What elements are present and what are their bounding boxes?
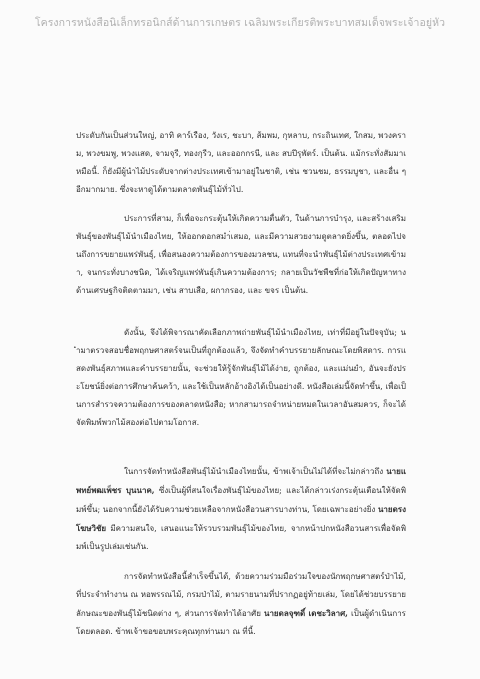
paragraph-4-part-3: มีความสนใจ, เสนอแนะให้รวบรวมพันธุ์ไม้ของไทย, จากหน้าปกหนังสือวนสารเพื่อจัดพิมพ์เป็นรูปเล่มเช่นกัน. bbox=[76, 524, 406, 551]
paragraph-4-part-2: ซึ่งเป็นผู้ที่สนใจเรื่องพันธุ์ไม้ของไทย; และได้กล่าวเร่งกระตุ้นเตือนให้จัดพิมพ์ขึ้น; นอกจากนี้ยังได้รับความช่วยเหลือจากหนังสือวนสารบางท่าน, โดยเฉพาะอย่างยิ่ง bbox=[76, 486, 406, 514]
paragraph-2-text: ประการที่สาม, ก็เพื่อจะกระตุ้นให้เกิดความตื่นตัว, ในด้านการบำรุง, และสร้างเสริมพันธุ์ของพันธุ์ไม้นำเมืองไทย, ให้ออกดอกสมำ่เสมอ, และมีความสวยงามดูตลาดยิ่งขึ้น, ตลอดไปจนถึงการขยายแพร่พันธุ์, เพื่อสนองความต้องการของมวลชน, แทนที่จะนำพันธุ์ไม้ต่างประเทศเข้ามา, จนกระทั่งบางชนิด, ได้เจริญแพร่พันธุ์เกินความต้องการ; กลายเป็นวัชพืชที่ก่อให้เกิดปัญหาทางด้านเศรษฐกิจติดตามมา, เช่น สาบเสือ, ผกากรอง, และ ขจร เป็นต้น. bbox=[76, 214, 406, 295]
paragraph-4 bbox=[76, 462, 406, 556]
paragraph-2 bbox=[76, 210, 406, 300]
paragraph-3 bbox=[76, 324, 406, 432]
paragraph-1-text: ประดับกันเป็นส่วนใหญ่, อาทิ คาร์เรือง, วังเร, ชะบา, ส้มพม, กุหลาบ, กระถินเทศ, ใกสม, พวงคราม, พวงขมพู, พวงแสด, จามจุรี, ทองกุรีว, และออกกรนี, และ สบปีรุพัตร์. เป็นต้น. แม้กระทั่งสัมมาเหมือนี้. ก็ยังมีผู้นำไม้ประดับจากต่างประเทศเข้ามาอยู่ในชาติ, เช่น ชวนชม, ธรรมบูชา, และอื่น ๆ อีกมากมาย. ซึ่งจะหาดูได้ตามตลาดพันธุ์ไม้ทั่วไป. bbox=[76, 131, 406, 194]
paragraph-4-name-1: นายแพทย์พฒเพ็ชร บุนนาค, bbox=[76, 466, 406, 495]
paragraph-1 bbox=[76, 127, 406, 199]
paragraph-5 bbox=[76, 568, 406, 641]
page-header: โครงการหนังสือนิเล็กทรอนิกส์ด้านการเกษตร เฉลิมพระเกียรติพระบาทสมเด็จพระเจ้าอยู่หัว bbox=[34, 17, 446, 29]
paragraph-4-part-1: ในการจัดทำหนังสือพันธุ์ไม้นำเมืองไทยนั้น, ข้าพเจ้าเป็นไม่ได้ที่จะไม่กล่าวถึง bbox=[124, 467, 387, 476]
paragraph-5-part-1: การจัดทำหนังสือนี้สำเร็จขึ้นได้, ด้วยความร่วมมือร่วมใจของนักพฤกษศาสตร์ป่าไม้, ที่ประจำทำงาน ณ หอพรรณไม้, กรมป่าไม้, ตามรายนามที่ปรากฏอยู่ท้ายเล่ม, โดยได้ช่วยบรรยายลักษณะของพันธุ์ไม้ชนิดต่าง ๆ, ส่วนการจัดทำได้อาศัย bbox=[76, 572, 406, 618]
paragraph-5-part-2: เป็นผู้ดำเนินการโดยตลอด. ข้าพเจ้าขอขอบพระคุณทุกท่านมา ณ ที่นี้. bbox=[76, 609, 406, 636]
paragraph-5-name: นายดลจุฑดิ์ เดชะวิลาศ, bbox=[263, 608, 348, 618]
paragraph-3-text: ดังนั้น, จึงได้พิจารณาคัดเลือกภาพถ่ายพันธุ์ไม้นำเมืองไทย, เท่าที่มีอยู่ในปัจจุบัน; นำมาตรวจสอบชื่อพฤกษศาสตร์จนเป็นที่ถูกต้องแล้ว, จึงจัดทำคำบรรยายลักษณะโดยพิสดาร. การแสดงพันธุ์สภาพและคำบรรยายนั้น, จะช่วยให้รู้จักพันธุ์ไม้ได้ง่าย, ถูกต้อง, และแม่นยำ, อันจะยังประโยชน์ยิ่งต่อการศึกษาค้นคว้า, และใช้เป็นหลักอ้างอิงได้เป็นอย่างดี. หนังสือเล่มนี้จัดทำขึ้น, เพื่อเป็นการสำรวจความต้องการของตลาดหนังสือ; หากสามารถจำหน่ายหมดในเวลาอันสมควร, ก็จะได้จัดพิมพ์พวกไม้สองต่อไปตามโอกาส. bbox=[76, 328, 406, 427]
paragraph-4-name-2: นายดรง โฆษวิชัย bbox=[76, 504, 406, 533]
